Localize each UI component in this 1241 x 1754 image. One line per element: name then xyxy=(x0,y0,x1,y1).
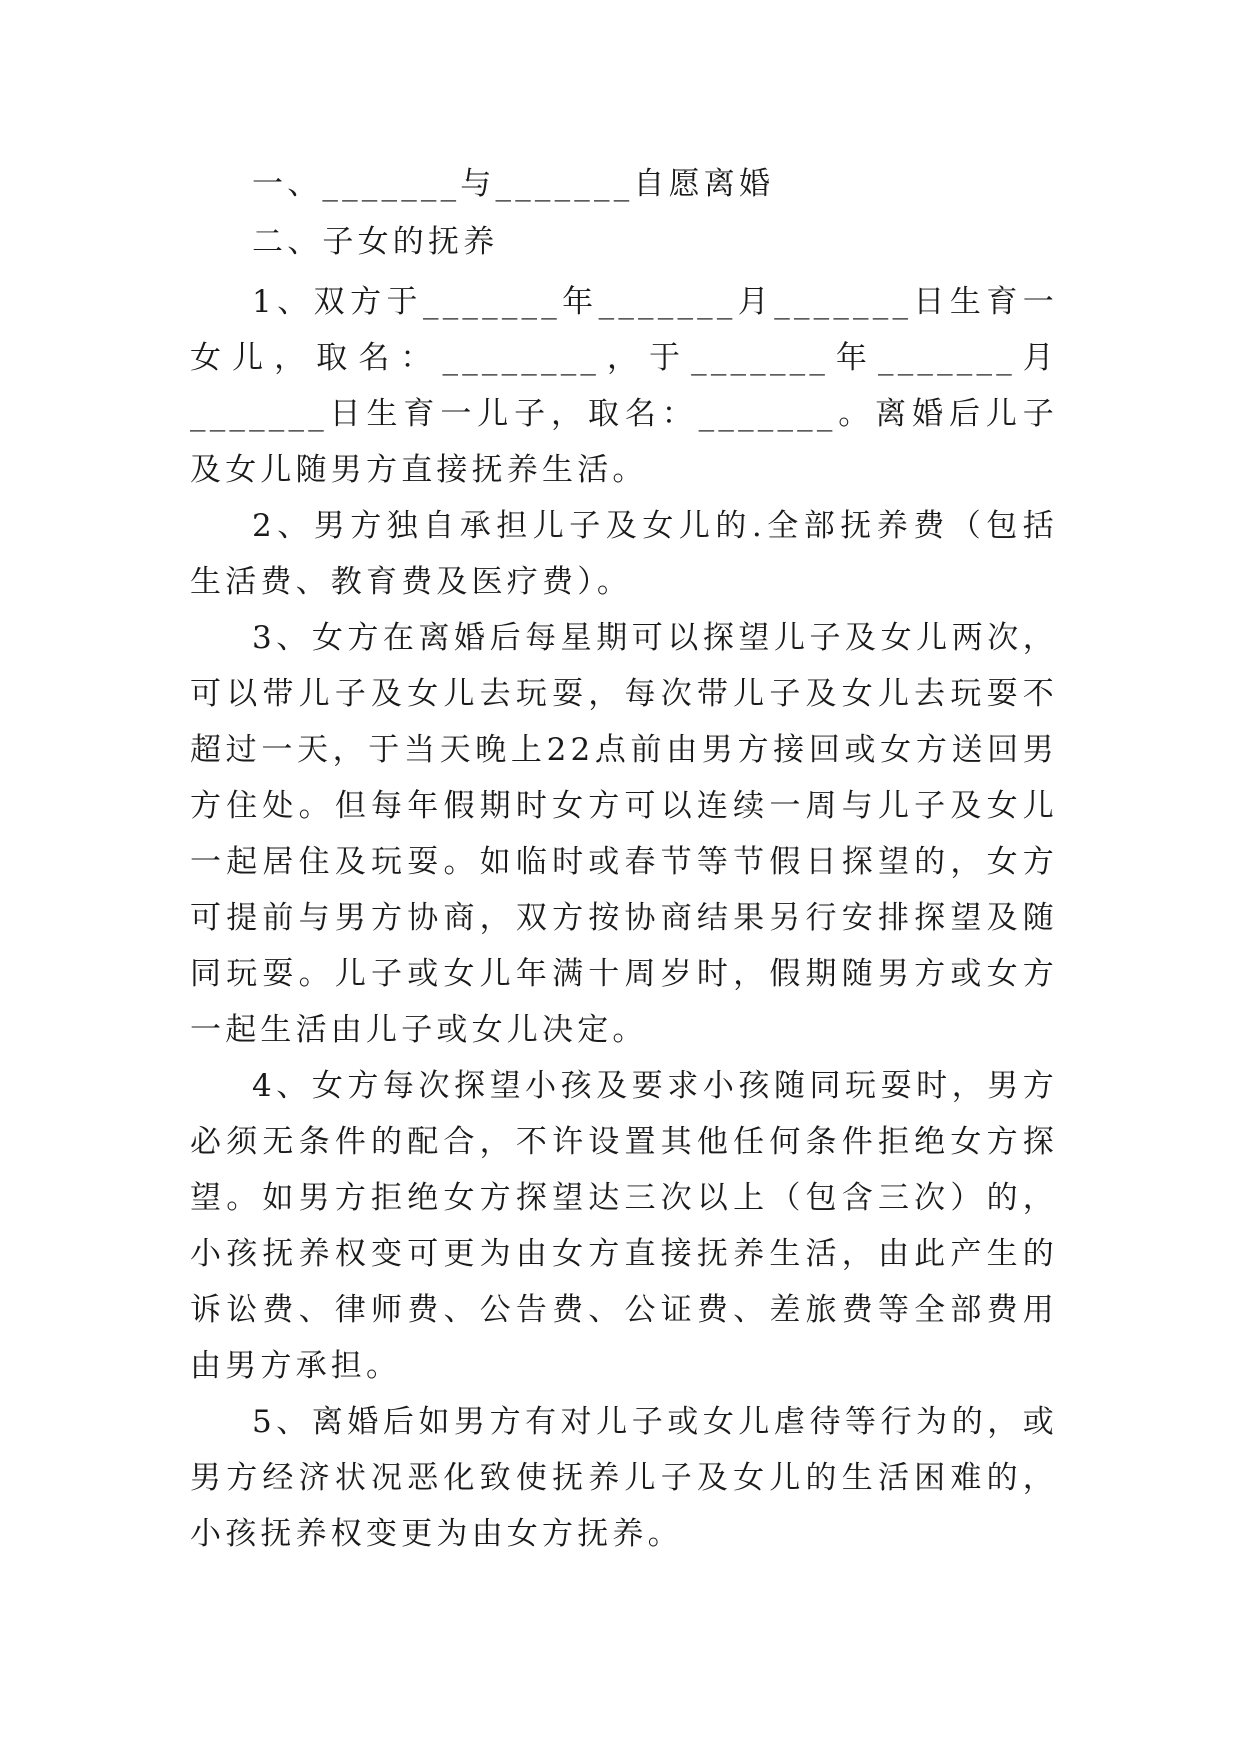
item-one-heading: 一、_______与_______自愿离婚 xyxy=(252,166,775,202)
clause-5-paragraph: 5、离婚后如男方有对儿子或女儿虐待等行为的，或男方经济状况恶化致使抚养儿子及女儿的生活困难的，小孩抚养权变更为由女方抚养。 xyxy=(190,1404,1058,1552)
clause-1-paragraph: 1、双方于_______年_______月_______日生育一女儿，取名：________，于_______年_______月_______日生育一儿子，取名：_______。离婚后儿子及女儿随男方直接抚养生活。 xyxy=(190,284,1058,488)
clause-2-paragraph: 2、男方独自承担儿子及女儿的.全部抚养费（包括生活费、教育费及医疗费）。 xyxy=(190,508,1058,600)
clause-4-paragraph: 4、女方每次探望小孩及要求小孩随同玩耍时，男方必须无条件的配合，不许设置其他任何条件拒绝女方探望。如男方拒绝女方探望达三次以上（包含三次）的，小孩抚养权变可更为由女方直接抚养生活，由此产生的诉讼费、律师费、公告费、公证费、差旅费等全部费用由男方承担。 xyxy=(190,1068,1058,1384)
clause-3-paragraph: 3、女方在离婚后每星期可以探望儿子及女儿两次，可以带儿子及女儿去玩耍，每次带儿子及女儿去玩耍不超过一天，于当天晚上22点前由男方接回或女方送回男方住处。但每年假期时女方可以连续一周与儿子及女儿一起居住及玩耍。如临时或春节等节假日探望的，女方可提前与男方协商，双方按协商结果另行安排探望及随同玩耍。儿子或女儿年满十周岁时，假期随男方或女方一起生活由儿子或女儿决定。 xyxy=(190,620,1058,1048)
item-two-heading: 二、子女的抚养 xyxy=(252,224,499,260)
document-body xyxy=(190,156,1058,1562)
